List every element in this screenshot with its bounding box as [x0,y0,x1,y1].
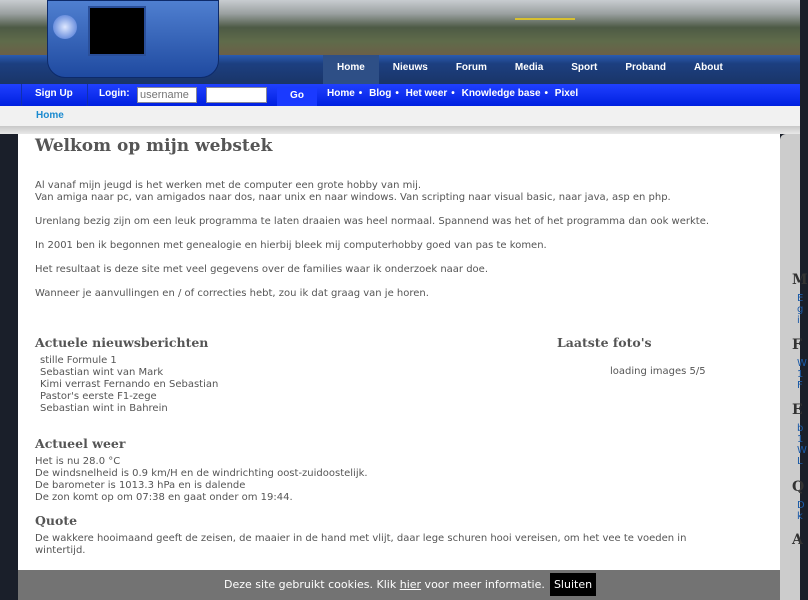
news-item[interactable]: Pastor's eerste F1-zege [40,391,157,402]
sidebar-link[interactable]: E [797,293,804,304]
cookie-close-button[interactable]: Sluiten [550,573,596,596]
sub-nav [0,84,800,106]
right-sidebar [780,134,808,600]
sidebar-heading: E [792,402,803,418]
intro-text: Het resultaat is deze site met veel gegevens over de families waar ik onderzoek naar doe. [35,264,489,275]
nav-media[interactable]: Media [514,62,544,73]
cookie-text-before: Deze site gebruikt cookies. Klik [224,578,400,591]
sidebar-link[interactable]: W [797,445,807,456]
intro-text: Van amiga naar pc, van amigados naar dos, naar unix en naar windows. Van scripting naar visual basic, naar java, asp en php. [35,192,671,203]
sidebar-link[interactable]: g [797,304,804,315]
intro-text: Wanneer je aanvullingen en / of correcties hebt, zou ik dat graag van je horen. [35,288,429,299]
login-label: Login: [87,84,327,106]
sidebar-link[interactable]: F [797,380,803,391]
separator: • [395,88,399,99]
cookie-bar [18,570,780,600]
intro-text: In 2001 ben ik begonnen met genealogie en hierbij bleek mij computerhobby goed van pas te komen. [35,240,547,251]
helicopter-image [515,18,575,30]
cookie-info-link[interactable]: hier [399,578,422,591]
sidebar-heading: Q [792,479,805,495]
sidebar-link[interactable]: 1 [797,369,804,380]
weather-line: De barometer is 1013.3 hPa en is dalende [35,480,246,491]
sidebar-heading: F [792,337,802,353]
news-item[interactable]: Kimi verrast Fernando en Sebastian [40,379,219,390]
logo-device [47,0,219,78]
sidebar-link[interactable]: L [797,456,803,467]
nav-nieuws[interactable]: Nieuws [392,62,428,73]
sidebar-heading: M [792,272,808,288]
link-het-weer[interactable]: Het weer [405,88,448,99]
sidebar-link[interactable]: W [797,358,807,369]
separator: • [358,88,363,99]
page-title: Welkom op mijn webstek [35,136,273,156]
link-home[interactable]: Home [327,88,355,99]
username-input[interactable] [137,87,197,103]
photos-status: loading images 5/5 [610,366,706,377]
news-item[interactable]: stille Formule 1 [40,355,117,366]
quote-text: De wakkere hooimaand geeft de zeisen, de maaier in de hand met vlijt, daar lege schuren hooi vereisen, om het vee te voeden in wintertijd. [35,533,687,556]
news-item[interactable]: Sebastian wint van Mark [40,367,164,378]
sidebar-link[interactable]: b [797,423,804,434]
breadcrumb-home[interactable]: Home [36,110,64,121]
photos-heading: Laatste foto's [557,335,652,350]
separator: • [451,88,455,99]
weather-line: Het is nu 28.0 °C [35,456,121,467]
cookie-text-after: voor meer informatie. [421,578,545,591]
link-blog[interactable]: Blog [369,88,392,99]
quote-heading: Quote [35,513,78,528]
weather-heading: Actueel weer [35,436,126,451]
quick-links [327,84,582,104]
divider [0,126,800,134]
intro-text: Urenlang bezig zijn om een leuk programma te laten draaien was heel normaal. Spannend was het of het programma dan ook werkte. [35,216,710,227]
password-input[interactable] [206,87,267,103]
nav-proband[interactable]: Proband [625,62,666,73]
separator: • [544,88,549,99]
device-screen [88,6,146,56]
cookie-text [224,578,545,591]
link-pixel[interactable]: Pixel [554,88,579,99]
breadcrumb [0,106,800,126]
weather-line: De windsnelheid is 0.9 km/H en de windrichting oost-zuidoostelijk. [35,468,368,479]
nav-about[interactable]: About [693,62,723,73]
sidebar-heading: A [792,532,803,548]
go-button[interactable]: Go [277,88,317,106]
main-content [18,134,780,600]
sidebar-link[interactable]: 1 [797,434,804,445]
nav-home[interactable]: Home [323,55,379,84]
sidebar-link[interactable]: i [797,315,800,326]
weather-line: De zon komt op om 07:38 en gaat onder om 19:44. [35,492,293,503]
news-heading: Actuele nieuwsberichten [35,335,209,350]
link-knowledge-base[interactable]: Knowledge base [461,88,541,99]
sidebar-link[interactable]: D [797,500,805,511]
knob-icon [53,15,77,39]
sidebar-link[interactable]: k [797,511,803,522]
nav-sport[interactable]: Sport [571,62,598,73]
nav-forum[interactable]: Forum [455,62,487,73]
intro-text: Al vanaf mijn jeugd is het werken met de computer een grote hobby van mij. [35,180,422,191]
signup-link[interactable]: Sign Up [21,84,87,106]
news-item[interactable]: Sebastian wint in Bahrein [40,403,168,414]
